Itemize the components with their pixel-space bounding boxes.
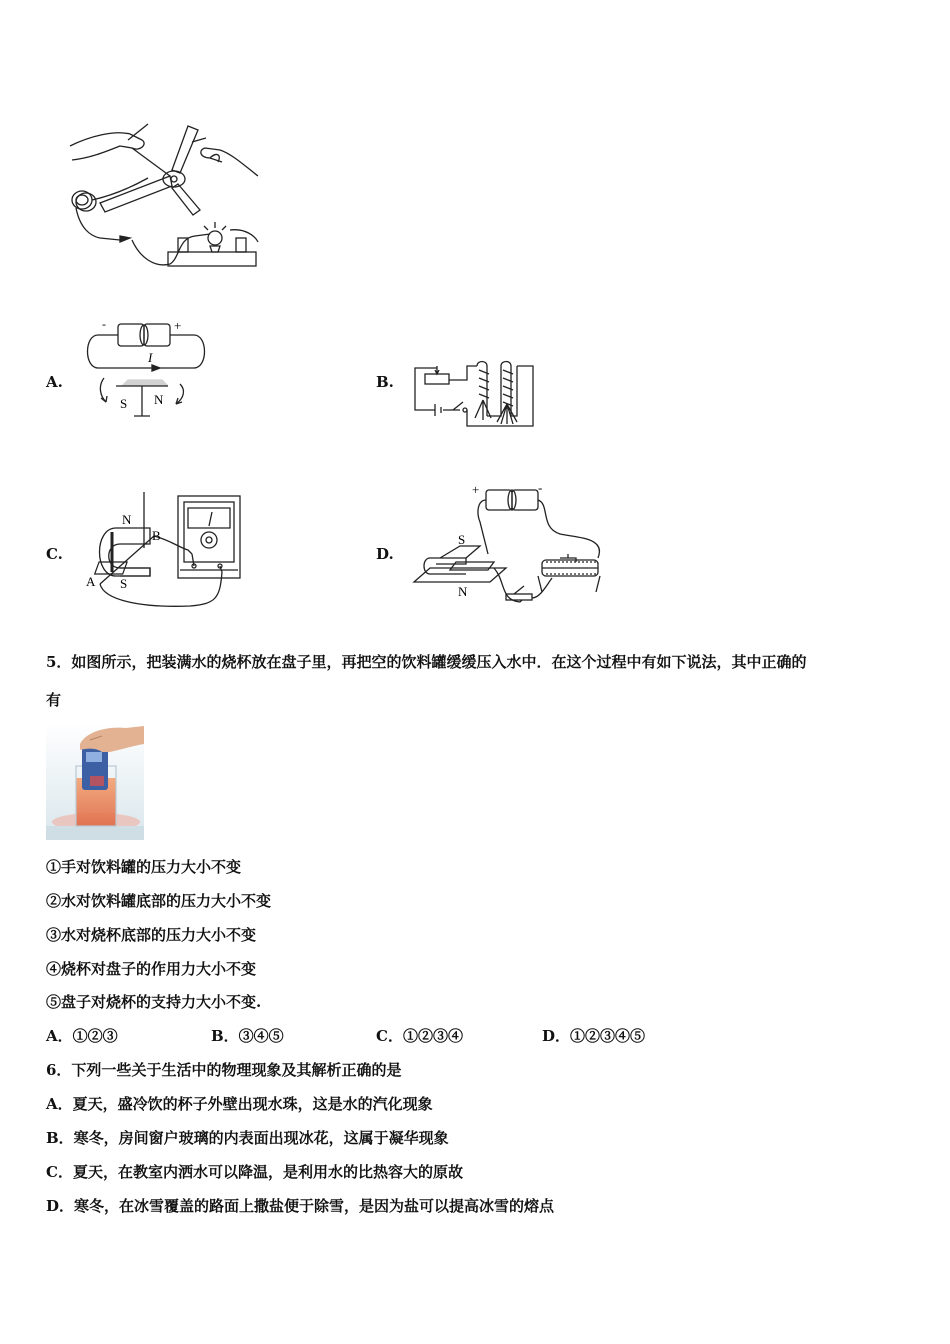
a-n-label: N [154,392,164,407]
c-s-label: S [120,576,128,591]
q6-option-a: A．夏天，盛冷饮的杯子外壁出现水珠，这是水的汽化现象 [46,1095,433,1113]
option-a-label: A. [46,373,63,391]
a-s-label: S [120,396,128,411]
beaker-can-photo [46,722,144,840]
option-a-diagram [82,316,212,420]
q5-statement-2: ②水对饮料罐底部的压力大小不变 [46,892,272,910]
a-plus-label: + [174,318,182,333]
option-d-label: D. [376,545,394,563]
a-minus-label: - [102,317,106,331]
d-n-label: N [458,584,468,599]
q5-option-d: D．①②③④⑤ [542,1027,646,1045]
option-b-diagram [405,352,545,436]
q6-option-c: C．夏天，在教室内洒水可以降温，是利用水的比热容大的原故 [46,1163,463,1181]
c-b-label: B [152,528,161,543]
fan-generator-figure [60,118,270,273]
d-plus-label: + [472,482,480,497]
q5-statement-1: ①手对饮料罐的压力大小不变 [46,858,242,876]
option-c-label: C. [46,545,63,563]
d-minus-label: - [538,482,543,495]
q5-statement-5: ⑤盘子对烧杯的支持力大小不变. [46,993,262,1011]
q5-option-c: C．①②③④ [376,1027,463,1045]
c-n-label: N [122,512,132,527]
q5-statement-4: ④烧杯对盘子的作用力大小不变 [46,960,257,978]
q5-statement-3: ③水对烧杯底部的压力大小不变 [46,926,257,944]
option-d-diagram [410,482,610,608]
q5-stem-line1: 5．如图所示，把装满水的烧杯放在盘子里，再把空的饮料罐缓缓压入水中．在这个过程中有如下说法，其中正确的 [46,653,807,671]
q6-stem: 6．下列一些关于生活中的物理现象及其解析正确的是 [46,1061,402,1079]
q6-option-d: D．寒冬，在冰雪覆盖的路面上撒盐便于除雪，是因为盐可以提高冰雪的熔点 [46,1197,555,1215]
q6-option-b: B．寒冬，房间窗户玻璃的内表面出现冰花，这属于凝华现象 [46,1129,449,1147]
a-current-label: I [148,350,153,365]
q5-stem-line2: 有 [46,691,62,709]
q5-option-a: A．①②③ [46,1027,118,1045]
c-a-label: A [86,574,96,589]
d-s-label: S [458,532,466,547]
q5-option-b: B．③④⑤ [211,1027,284,1045]
option-b-label: B. [376,373,394,391]
option-c-diagram [80,488,250,614]
